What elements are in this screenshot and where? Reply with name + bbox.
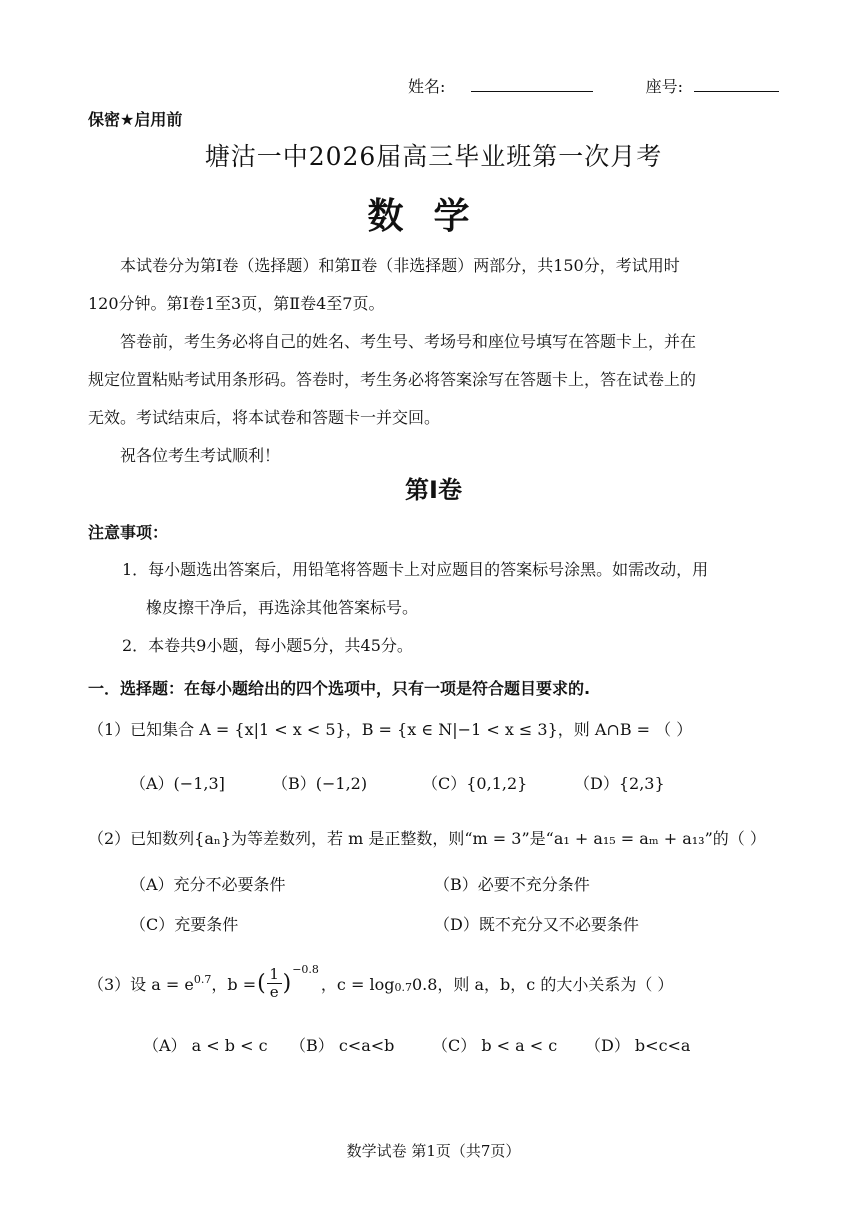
intro-line: 本试卷分为第Ⅰ卷（选择题）和第Ⅱ卷（非选择题）两部分，共150分，考试用时 (120, 256, 680, 275)
intro-line: 祝各位考生考试顺利！ (120, 446, 281, 465)
note-item-cont: 橡皮擦干净后，再选涂其他答案标号。 (146, 598, 419, 617)
notes-list (122, 551, 792, 665)
q3-b-exponent: −0.8 (292, 962, 319, 976)
q3-option-a[interactable]: （A） a < b < c (143, 1036, 268, 1055)
q3-option-b[interactable]: （B） c<a<b (290, 1036, 395, 1055)
exam-title: 塘沽一中2026届高三毕业班第一次月考 (204, 142, 663, 171)
name-seat-row (408, 74, 779, 97)
q3-c-rest: 0.8，则 a，b，c 的大小关系为（ ） (411, 974, 674, 994)
intro-line: 无效。考试结束后，将本试卷和答题卡一并交回。 (88, 408, 441, 427)
note-item: 2．本卷共9小题，每小题5分，共45分。 (122, 636, 413, 655)
q3-b-paren: ( (257, 970, 266, 996)
q3-frac-num: 1 (269, 964, 279, 983)
intro-line: 120分钟。第Ⅰ卷1至3页，第Ⅱ卷4至7页。 (88, 294, 385, 313)
volume-title: 第Ⅰ卷 (405, 476, 462, 504)
q1-option-c[interactable]: （C）{0,1,2} (422, 774, 528, 793)
question-2-stem: （2）已知数列{aₙ}为等差数列，若 m 是正整数，则“m = 3”是“a₁ + a₁₅ = aₘ + a₁₃”的（ ） (88, 829, 766, 848)
q3-stem-prefix: （3）设 a = e (88, 974, 194, 994)
q2-option-c[interactable]: （C）充要条件 (130, 915, 239, 934)
page-footer: 数学试卷 第1页（共7页） (346, 1142, 521, 1160)
secret-mark: 保密★启用前 (88, 110, 183, 129)
note-item: 1．每小题选出答案后，用铅笔将答题卡上对应题目的答案标号涂黑。如需改动，用 (122, 560, 709, 579)
q2-option-d[interactable]: （D）既不充分又不必要条件 (434, 915, 639, 934)
q3-c-base: 0.7 (394, 980, 412, 994)
q1-option-b[interactable]: （B）(−1,2) (272, 774, 368, 793)
intro-line: 规定位置粘贴考试用条形码。答卷时，考生务必将答案涂写在答题卡上，答在试卷上的 (88, 370, 697, 389)
question-1-stem: （1）已知集合 A = {x|1 < x < 5}，B = {x ∈ N|−1 < x ≤ 3}，则 A∩B = （ ） (88, 720, 693, 739)
notes-heading: 注意事项： (88, 523, 169, 542)
q3-frac-den: e (267, 983, 282, 1001)
q3-option-d[interactable]: （D） b<c<a (585, 1036, 691, 1055)
name-blank[interactable] (471, 77, 593, 92)
seat-blank[interactable] (694, 77, 779, 92)
intro-paragraph (88, 247, 788, 475)
q3-option-c[interactable]: （C） b < a < c (432, 1036, 558, 1055)
q2-option-a[interactable]: （A）充分不必要条件 (130, 875, 286, 894)
section-heading: 一．选择题：在每小题给出的四个选项中，只有一项是符合题目要求的. (88, 679, 591, 698)
q3-a-exponent: 0.7 (193, 972, 212, 986)
q2-option-b[interactable]: （B）必要不充分条件 (434, 875, 590, 894)
q3-b-paren-close: ) (282, 970, 292, 996)
q3-fraction (267, 966, 282, 1001)
question-3-stem (88, 958, 673, 1008)
seat-label: 座号: (645, 77, 683, 96)
name-label: 姓名: (408, 77, 446, 96)
q1-option-a[interactable]: （A）(−1,3] (130, 774, 225, 793)
intro-line: 答卷前，考生务必将自己的姓名、考生号、考场号和座位号填写在答题卡上，并在 (120, 332, 697, 351)
q3-b-part: ，b = (211, 974, 257, 994)
subject-title: 数学 (367, 196, 500, 237)
q1-option-d[interactable]: （D）{2,3} (574, 774, 665, 793)
q3-c-part: ，c = log (320, 974, 395, 994)
